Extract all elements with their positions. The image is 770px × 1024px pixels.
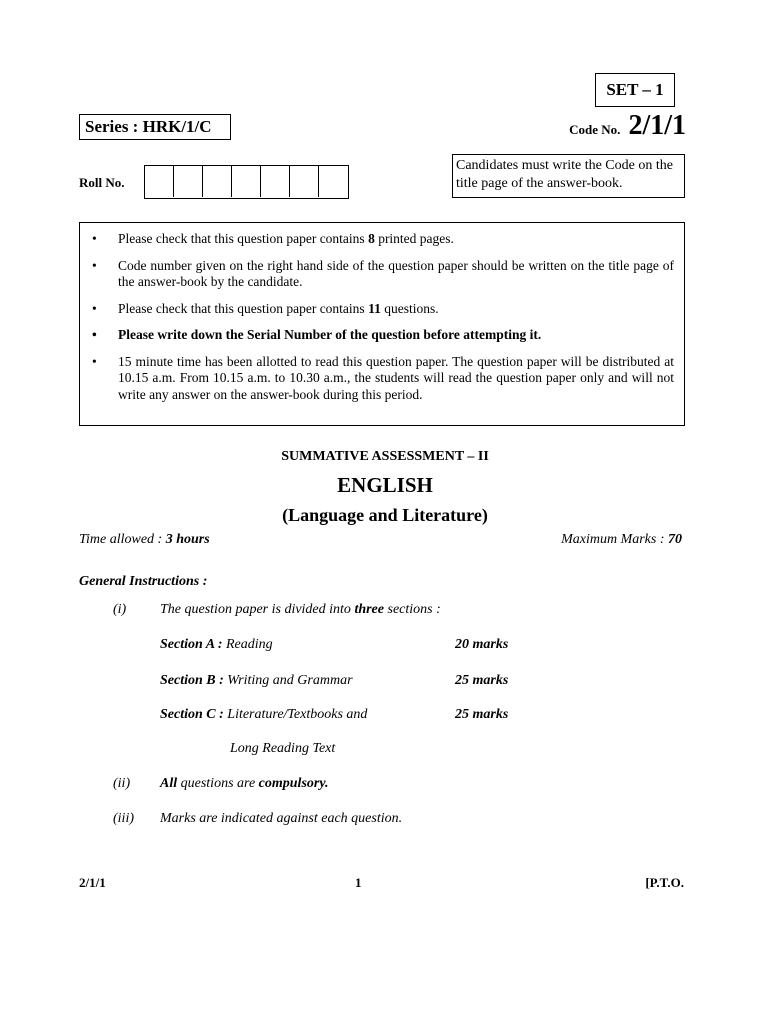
section-b-marks: 25 marks [455, 673, 509, 688]
checklist-item: • Please write down the Serial Number of the question before attempting it. [92, 327, 542, 342]
roll-cell[interactable] [319, 166, 348, 197]
bullet-icon: • [92, 353, 97, 369]
roll-cell[interactable] [174, 166, 203, 197]
bullet-icon: • [92, 300, 97, 316]
subject-title: ENGLISH [337, 473, 433, 497]
footer-code: 2/1/1 [79, 875, 106, 890]
page-number: 1 [355, 875, 362, 890]
bullet-icon: • [92, 257, 97, 273]
code-value: 2/1/1 [628, 110, 686, 141]
bullet-icon: • [92, 231, 97, 246]
checklist-box [79, 222, 685, 426]
instruction-number: (iii) [113, 811, 134, 826]
assessment-title: SUMMATIVE ASSESSMENT – II [281, 449, 489, 464]
section-b: Section B : Writing and Grammar [160, 673, 353, 688]
instruction-text: All questions are compulsory. [160, 776, 329, 791]
maximum-marks: Maximum Marks : 70 [561, 532, 682, 547]
roll-cell[interactable] [232, 166, 261, 197]
section-c-continuation: Long Reading Text [230, 741, 336, 756]
checklist-item: • Code number given on the right hand side of the question paper should be written on the title page of the answer-book by the candidate. [92, 257, 674, 289]
code-number [480, 110, 686, 142]
time-allowed: Time allowed : 3 hours [79, 532, 210, 547]
checklist-item: • 15 minute time has been allotted to read this question paper. The question paper will be distributed at 10.15 a.m. From 10.15 a.m. to 10.30 a.m., the students will read the question paper only and will not write any answer on the answer-book during this period. [92, 353, 674, 402]
candidate-note: Candidates must write the Code on the title page of the answer-book. [452, 154, 685, 198]
subject-subtitle: (Language and Literature) [282, 505, 488, 525]
section-c: Section C : Literature/Textbooks and [160, 707, 368, 722]
pto-label: [P.T.O. [645, 875, 684, 890]
roll-number-label: Roll No. [79, 175, 125, 190]
checklist-item: • Please check that this question paper contains 8 printed pages. [92, 231, 454, 246]
section-a-marks: 20 marks [455, 637, 509, 652]
set-number: SET – 1 [595, 73, 675, 107]
roll-cell[interactable] [261, 166, 290, 197]
roll-cell[interactable] [145, 166, 174, 197]
instruction-text: Marks are indicated against each question. [160, 811, 403, 826]
bullet-icon: • [92, 327, 97, 342]
checklist-item: • Please check that this question paper contains 11 questions. [92, 300, 439, 316]
instruction-number: (ii) [113, 776, 131, 791]
roll-number-boxes[interactable] [144, 165, 349, 199]
section-a: Section A : Reading [160, 637, 273, 652]
section-c-marks: 25 marks [455, 707, 509, 722]
series-label: Series : HRK/1/C [79, 114, 231, 140]
instruction-number: (i) [113, 602, 127, 617]
roll-cell[interactable] [203, 166, 232, 197]
code-label: Code No. [569, 122, 621, 137]
instruction-text: The question paper is divided into three sections : [160, 602, 441, 617]
roll-cell[interactable] [290, 166, 319, 197]
general-instructions-heading: General Instructions : [79, 574, 208, 589]
